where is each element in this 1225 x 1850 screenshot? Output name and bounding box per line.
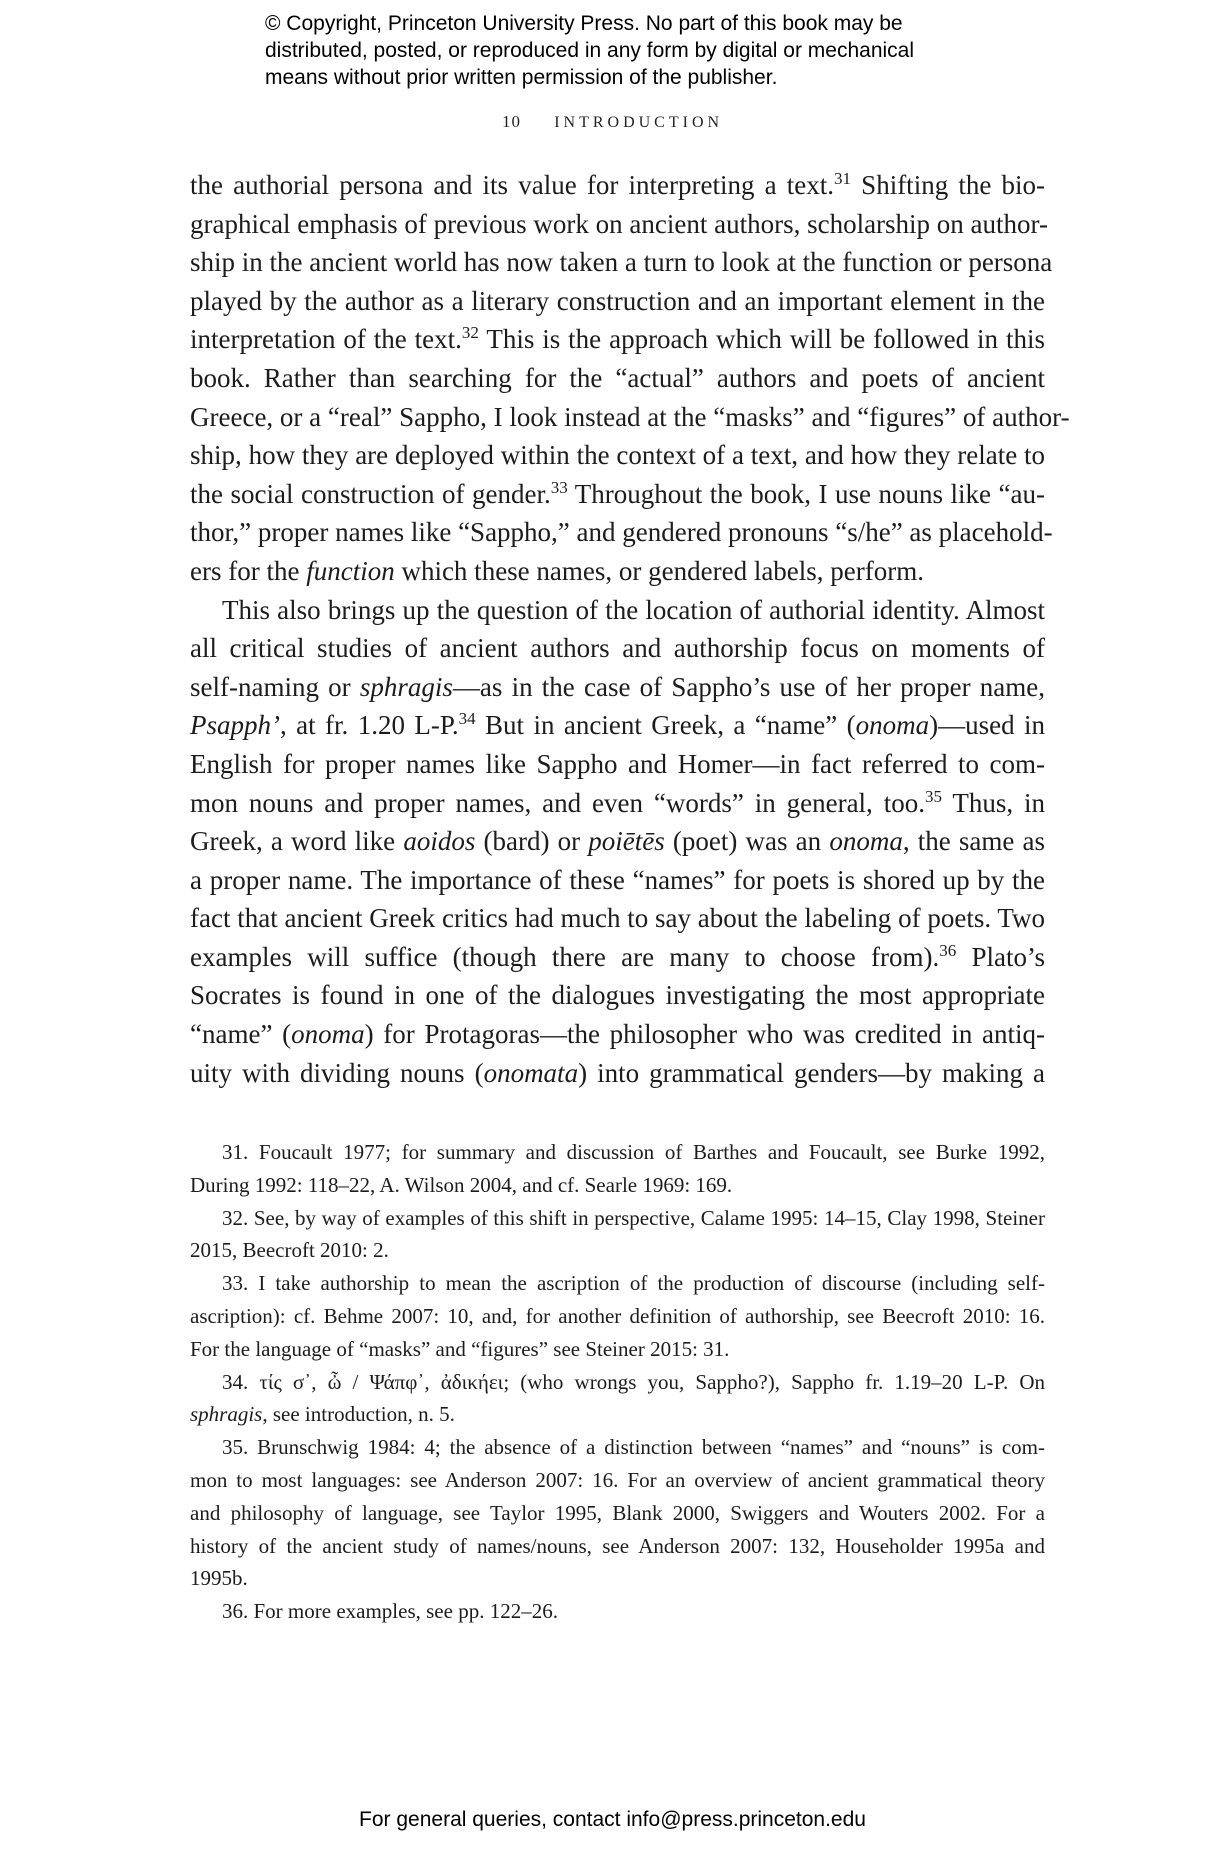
copyright-line: means without prior written permission of the publisher.	[265, 66, 778, 89]
text-run: a proper name. The importance of these “names” for poets is shored up by the	[190, 864, 1045, 895]
text-run: examples will suffice (though there are many to choose from).	[190, 941, 940, 972]
text-run: 36. For more examples, see pp. 122–26.	[222, 1599, 558, 1624]
text-run: which these names, or gendered labels, perform.	[394, 555, 925, 586]
footer-contact: For general queries, contact info@press.princeton.edu	[359, 1808, 866, 1831]
text-run: (bard) or	[475, 826, 589, 857]
text-run: and philosophy of language, see Taylor 1995, Blank 2000, Swiggers and Wouters 2002. For a	[190, 1500, 1045, 1525]
text-run: interpretation of the text.	[190, 324, 462, 355]
text-line	[190, 591, 1045, 630]
text-line	[190, 706, 1045, 745]
italic-term: aoidos	[403, 826, 476, 857]
text-run: 33. I take authorship to mean the ascription of the production of discourse (including self-	[222, 1271, 1045, 1296]
copyright-notice	[265, 10, 985, 91]
text-run: ) into grammatical genders—by making a	[578, 1057, 1045, 1088]
footnote	[190, 1431, 1045, 1595]
footnote	[190, 1136, 1045, 1202]
text-run: 2015, Beecroft 2010: 2.	[190, 1238, 389, 1263]
text-run: )—used in	[929, 710, 1046, 741]
italic-term: onoma	[829, 826, 903, 857]
text-run: This is the approach which will be followed in this	[478, 324, 1045, 355]
text-line	[190, 552, 1045, 591]
text-run: 35. Brunschwig 1984: 4; the absence of a distinction between “names” and “nouns” is com-	[222, 1435, 1045, 1460]
text-run: “name” (	[190, 1019, 292, 1050]
footnote-line	[190, 1497, 1045, 1530]
copyright-line: distributed, posted, or reproduced in any form by digital or mechanical	[265, 39, 915, 62]
text-line	[190, 938, 1045, 977]
footnotes	[190, 1136, 1045, 1628]
text-run: (poet) was an	[664, 826, 830, 857]
footnote-line	[190, 1595, 1045, 1628]
text-run: all critical studies of ancient authors and authorship focus on moments of	[190, 633, 1045, 664]
text-line	[190, 976, 1045, 1015]
text-run: Throughout the book, I use nouns like “au-	[567, 478, 1045, 509]
text-run: ascription): cf. Behme 2007: 10, and, for another definition of authorship, see Beecroft 2010: 16.	[190, 1303, 1045, 1328]
text-run: Greek, a word like	[190, 826, 404, 857]
text-run: Plato’s	[956, 941, 1045, 972]
footnote-ref: 32	[461, 323, 479, 343]
text-run: the social construction of gender.	[190, 478, 551, 509]
footnote-ref: 35	[924, 786, 942, 806]
footnote-line	[190, 1169, 1045, 1202]
footnote-line	[190, 1300, 1045, 1333]
text-run: ship in the ancient world has now taken a turn to look at the function or persona	[190, 247, 1053, 278]
text-line	[190, 166, 1045, 205]
text-run: ers for the	[190, 555, 307, 586]
text-run: ) for Protagoras—the philosopher who was credited in antiq-	[364, 1019, 1045, 1050]
footnote	[190, 1595, 1045, 1628]
italic-term: sphragis	[190, 1402, 263, 1427]
text-run: , see introduction, n. 5.	[262, 1402, 455, 1427]
text-line	[190, 629, 1045, 668]
footnote-line	[190, 1464, 1045, 1497]
text-line	[190, 822, 1045, 861]
text-line	[190, 668, 1045, 707]
footnote-line	[190, 1202, 1045, 1235]
text-line	[190, 243, 1053, 282]
text-line	[190, 745, 1045, 784]
italic-term: Psapph’	[190, 710, 280, 741]
text-run: , the same as	[902, 826, 1046, 857]
italic-term: onoma	[855, 710, 930, 741]
text-line	[190, 513, 1053, 552]
footnote-ref: 34	[458, 709, 476, 729]
text-line	[190, 899, 1045, 938]
text-run: mon nouns and proper names, and even “words” in general, too.	[190, 787, 925, 818]
text-run: This also brings up the question of the location of authorial identity. Almost	[222, 594, 1045, 625]
text-run: fact that ancient Greek critics had much to say about the labeling of poets. Two	[190, 903, 1045, 934]
text-run: Socrates is found in one of the dialogues investigating the most appropriate	[190, 980, 1045, 1011]
italic-term: onoma	[291, 1019, 365, 1050]
text-run: For the language of “masks” and “figures” see Steiner 2015: 31.	[190, 1336, 730, 1361]
footnote	[190, 1267, 1045, 1365]
footnote-line	[190, 1398, 1045, 1431]
footnote	[190, 1202, 1045, 1268]
footnote-line	[190, 1234, 1045, 1267]
text-run: —as in the case of Sappho’s use of her proper name,	[452, 671, 1045, 702]
footnote-line	[190, 1333, 1045, 1366]
footnote-line	[190, 1366, 1045, 1399]
footnote-ref: 36	[939, 940, 957, 960]
main-text	[190, 166, 1070, 1092]
text-run: Greece, or a “real” Sappho, I look instead at the “masks” and “figures” of author-	[190, 401, 1070, 432]
text-run: ship, how they are deployed within the context of a text, and how they relate to	[190, 440, 1045, 471]
text-line	[190, 398, 1070, 437]
text-line	[190, 282, 1045, 321]
chapter-title: INTRODUCTION	[554, 114, 724, 131]
text-run: graphical emphasis of previous work on ancient authors, scholarship on author-	[190, 208, 1048, 239]
page-number: 10	[501, 112, 521, 131]
text-run: But in ancient Greek, a “name” (	[475, 710, 856, 741]
footnote-line	[190, 1136, 1045, 1169]
text-run: mon to most languages: see Anderson 2007: 16. For an overview of ancient grammatical theory	[190, 1467, 1045, 1492]
text-run: book. Rather than searching for the “actual” authors and poets of ancient	[190, 362, 1045, 393]
italic-term: onomata	[483, 1057, 579, 1088]
footnote-line	[190, 1562, 1045, 1595]
footnote-line	[190, 1267, 1045, 1300]
text-run: Shifting the bio-	[851, 170, 1045, 200]
text-run: history of the ancient study of names/nouns, see Anderson 2007: 132, Householder 1995a and	[190, 1533, 1045, 1558]
text-run: played by the author as a literary construction and an important element in the	[190, 285, 1045, 316]
footnote-line	[190, 1431, 1045, 1464]
text-run: the authorial persona and its value for interpreting a text.	[190, 170, 835, 200]
copyright-line: © Copyright, Princeton University Press. No part of this book may be	[265, 12, 903, 35]
text-line	[190, 1015, 1045, 1054]
footnote-ref: 31	[834, 169, 852, 188]
text-run: 32. See, by way of examples of this shift in perspective, Calame 1995: 14–15, Clay 1998, Steiner	[222, 1205, 1045, 1230]
running-head	[0, 112, 1225, 132]
text-line	[190, 475, 1045, 514]
text-line	[190, 784, 1045, 823]
footnote-line	[190, 1530, 1045, 1563]
text-line	[190, 861, 1045, 900]
italic-term: sphragis	[359, 671, 453, 702]
footnote-ref: 33	[550, 477, 568, 497]
text-run: 34. τίς σ᾽, ὦ / Ψάπφ᾽, ἀδικήει; (who wrongs you, Sappho?), Sappho fr. 1.19–20 L-P. On	[222, 1369, 1045, 1394]
footnote	[190, 1366, 1045, 1432]
text-run: , at fr. 1.20 L-P.	[280, 710, 459, 741]
text-line	[190, 359, 1045, 398]
text-line	[190, 1054, 1045, 1093]
text-run: English for proper names like Sappho and Homer—in fact referred to com-	[190, 748, 1045, 779]
text-run: uity with dividing nouns (	[190, 1057, 484, 1088]
text-run: 31. Foucault 1977; for summary and discussion of Barthes and Foucault, see Burke 1992,	[222, 1140, 1045, 1164]
text-line	[190, 436, 1045, 475]
text-run: During 1992: 118–22, A. Wilson 2004, and cf. Searle 1969: 169.	[190, 1172, 733, 1197]
text-run: 1995b.	[190, 1566, 248, 1591]
italic-term: function	[306, 555, 395, 586]
text-line	[190, 205, 1048, 244]
text-run: self-naming or	[190, 671, 360, 702]
italic-term: poiētēs	[588, 826, 665, 857]
text-line	[190, 320, 1045, 359]
text-run: thor,” proper names like “Sappho,” and gendered pronouns “s/he” as placehold-	[190, 517, 1053, 548]
text-run: Thus, in	[941, 787, 1045, 818]
